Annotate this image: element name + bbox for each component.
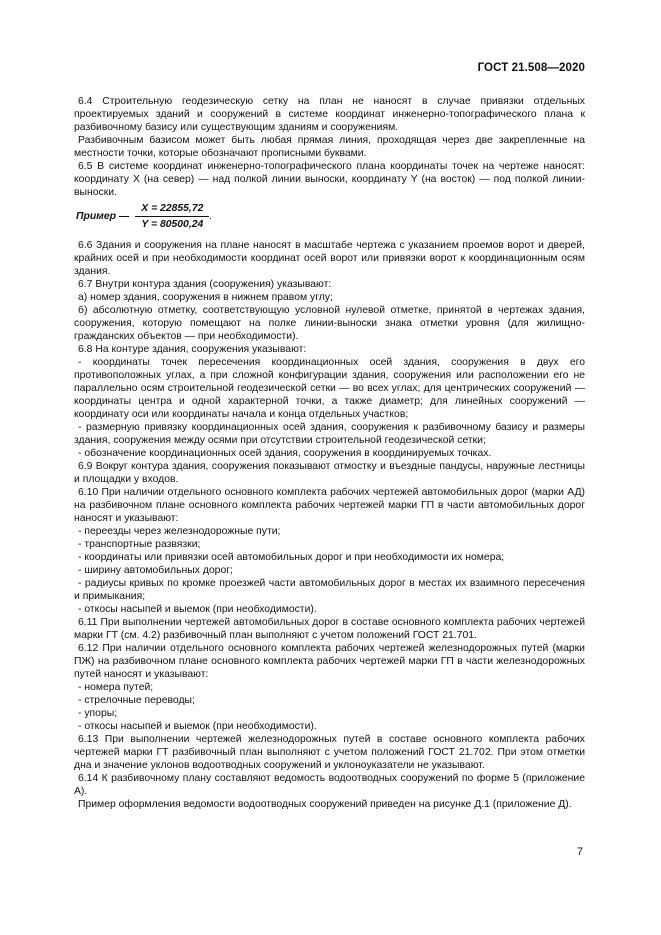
paragraph: - откосы насыпей и выемок (при необходимости).	[78, 721, 317, 732]
page-number: 7	[576, 846, 583, 858]
paragraph: 6.12 При наличии отдельного основного комплекта рабочих чертежей железнодорожных путей (марки ПЖ) на разбивочном плане основного комплекта рабочих чертежей марки ГП в части железнодорожных путей наносят и указывают:	[74, 643, 585, 680]
paragraph: 6.8 На контуре здания, сооружения указывают:	[78, 344, 307, 355]
coordinate-fraction	[135, 202, 209, 231]
formula-numerator: X = 22855,72	[135, 202, 209, 217]
paragraph: б) абсолютную отметку, соответствующую условной нулевой отметке, принятой в чертежах здания, сооружения, которую помещают на полке линии-выноски знака отметки уровня (для жилищно-гражданских объектов — при необходимости).	[74, 305, 585, 342]
formula-label: Пример —	[76, 210, 130, 222]
paragraph: - обозначение координационных осей здания, сооружения в координируемых точках.	[78, 448, 492, 459]
paragraph: - стрелочные переводы;	[78, 695, 195, 706]
paragraph: - откосы насыпей и выемок (при необходимости).	[78, 604, 317, 615]
paragraph: 6.14 К разбивочному плану составляют ведомость водоотводных сооружений по форме 5 (приложение А).	[74, 773, 585, 797]
paragraph: 6.6 Здания и сооружения на плане наносят в масштабе чертежа с указанием проемов ворот и дверей, крайних осей и при необходимости координат осей ворот или привязки ворот к координационным осям здания.	[74, 240, 585, 277]
formula-denominator: Y = 80500,24	[141, 218, 204, 230]
paragraph: - ширину автомобильных дорог;	[78, 565, 233, 576]
paragraph: - радиусы кривых по кромке проезжей части автомобильных дорог в местах их взаимного пересечения и примыкания;	[74, 578, 585, 602]
paragraph: - координаты или привязки осей автомобильных дорог и при необходимости их номера;	[78, 552, 505, 563]
paragraphs-after-formula	[74, 239, 585, 811]
paragraph: - переезды через железнодорожные пути;	[78, 526, 281, 537]
paragraphs-before-formula	[74, 95, 585, 199]
paragraph: 6.11 При выполнении чертежей автомобильных дорог в составе основного комплекта рабочих чертежей марки ГТ (см. 4.2) разбивочный план выполняют с учетом положений ГОСТ 21.701.	[74, 617, 585, 641]
paragraph: 6.5 В системе координат инженерно-топографического плана координаты точек на чертеже наносят: координату X (на север) — над полкой линии выноски, координату Y (на восток) — под полкой линии-выноски.	[74, 161, 585, 198]
paragraph: - упоры;	[78, 708, 118, 719]
document-code-header: ГОСТ 21.508—2020	[477, 62, 585, 74]
paragraph: - координаты точек пересечения координационных осей здания, сооружения в двух его противоположных углах, а при сложной конфигурации здания, сооружения или расположении его не параллельно осям строительной геодезической сетки — во всех углах; для центрических сооружений — координаты центра и одной характерной точки, а также диаметр; для линейных сооружений — координату оси или координаты начала и конца отдельных участков;	[74, 357, 585, 420]
formula-tail: .	[209, 210, 213, 222]
paragraph: 6.10 При наличии отдельного основного комплекта рабочих чертежей автомобильных дорог (марки АД) на разбивочном плане основного комплекта рабочих чертежей марки ГП в части автомобильных дорог наносят и указывают:	[74, 487, 585, 524]
paragraph: а) номер здания, сооружения в нижнем правом углу;	[78, 292, 333, 303]
paragraph: 6.4 Строительную геодезическую сетку на план не наносят в случае привязки отдельных проектируемых зданий и сооружений в системе координат инженерно-топографического плана к разбивочному базису или существующим зданиям и сооружениям.	[74, 96, 585, 133]
paragraph: - транспортные развязки;	[78, 539, 201, 550]
paragraph: Разбивочным базисом может быть любая прямая линия, проходящая через две закрепленные на местности точки, которые обозначают прописными буквами.	[74, 135, 585, 159]
paragraph: 6.9 Вокруг контура здания, сооружения показывают отмостку и въездные пандусы, наружные лестницы и площадки у входов.	[74, 461, 585, 485]
paragraph: - номера путей;	[78, 682, 154, 693]
paragraph: 6.7 Внутри контура здания (сооружения) указывают:	[78, 279, 332, 290]
paragraph: Пример оформления ведомости водоотводных сооружений приведен на рисунке Д.1 (приложение Д).	[78, 799, 572, 810]
paragraph: 6.13 При выполнении чертежей железнодорожных путей в составе основного комплекта рабочих чертежей марки ГТ разбивочный план выполняют с учетом положений ГОСТ 21.702. При этом отметки дна и значение уклонов водоотводных сооружений и уклоноуказатели не указывают.	[74, 734, 585, 771]
paragraph: - размерную привязку координационных осей здания, сооружения к разбивочному базису и размеры здания, сооружения между осями при отсутствии строительной геодезической сетки;	[74, 422, 585, 446]
example-formula	[74, 201, 585, 231]
document-body	[74, 95, 585, 811]
